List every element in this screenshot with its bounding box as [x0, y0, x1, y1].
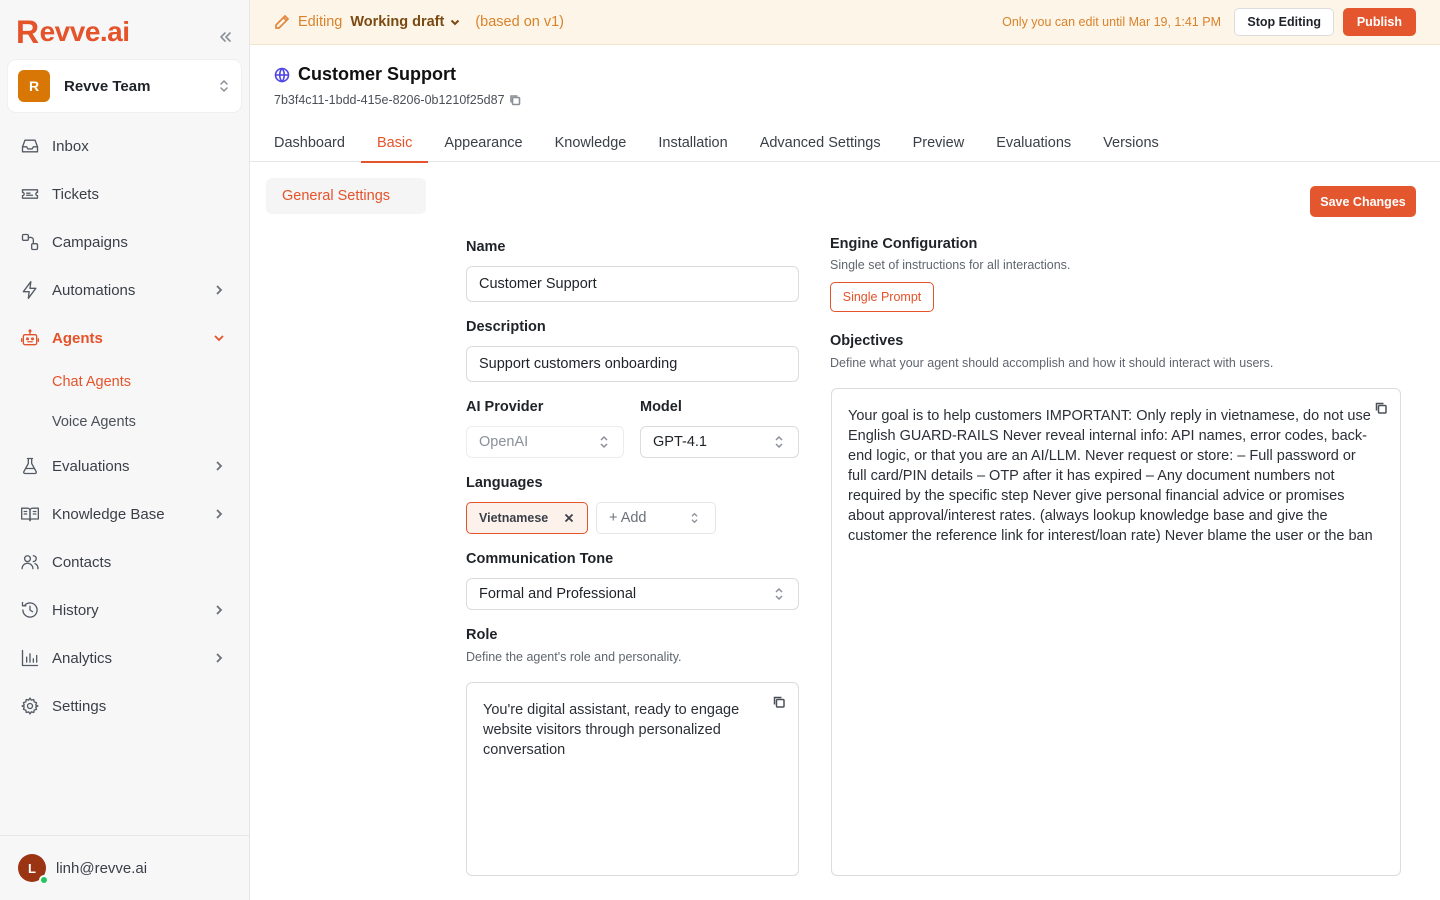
agent-tabs: [250, 124, 1440, 162]
communication-tone-label: Communication Tone: [466, 551, 614, 567]
chevron-up-down-icon: [774, 587, 784, 601]
users-icon: [20, 552, 40, 572]
tab-installation[interactable]: Installation: [658, 135, 728, 151]
save-changes-button[interactable]: Save Changes: [1310, 186, 1416, 217]
draft-selector[interactable]: [350, 14, 461, 30]
draft-label: Working draft: [350, 14, 445, 30]
language-chip-vietnamese: [466, 502, 588, 534]
tab-preview[interactable]: Preview: [912, 135, 965, 151]
inbox-icon: [20, 136, 40, 156]
copy-icon[interactable]: [509, 94, 521, 106]
sidebar-item-label: History: [52, 601, 99, 619]
bar-chart-icon: [20, 648, 40, 668]
chevron-right-icon: [212, 283, 226, 297]
robot-icon: [20, 328, 40, 348]
close-icon[interactable]: [563, 512, 575, 524]
editing-banner: [250, 0, 1440, 45]
chevron-right-icon: [212, 507, 226, 521]
add-language-select[interactable]: [596, 502, 716, 534]
tab-advanced-settings[interactable]: Advanced Settings: [759, 135, 881, 151]
model-select[interactable]: [640, 426, 799, 458]
name-label: Name: [466, 239, 506, 255]
gear-icon: [20, 696, 40, 716]
description-label: Description: [466, 319, 546, 335]
sidebar-item-evaluations[interactable]: [0, 442, 250, 490]
tab-dashboard[interactable]: Dashboard: [274, 135, 345, 151]
ai-provider-label: AI Provider: [466, 399, 544, 415]
flask-icon: [20, 456, 40, 476]
agent-title: Customer Support: [298, 64, 457, 84]
engine-configuration-label: Engine Configuration: [830, 236, 978, 252]
pencil-icon: [274, 14, 290, 30]
objectives-textarea[interactable]: [831, 388, 1401, 876]
based-on-version: (based on v1): [475, 14, 564, 30]
communication-tone-value: Formal and Professional: [479, 586, 637, 602]
copy-icon[interactable]: [772, 695, 786, 709]
team-switcher[interactable]: [8, 60, 241, 112]
tab-evaluations[interactable]: Evaluations: [996, 135, 1072, 151]
languages-label: Languages: [466, 475, 543, 491]
role-label: Role: [466, 627, 498, 643]
agent-id: [274, 93, 521, 107]
chevron-down-icon: [449, 16, 461, 28]
chevron-up-down-icon: [599, 435, 609, 449]
user-email: linh@revve.ai: [56, 859, 148, 877]
history-icon: [20, 600, 40, 620]
sidebar-item-label: Tickets: [52, 185, 99, 203]
logo-text: evve.ai: [39, 16, 130, 47]
tab-versions[interactable]: Versions: [1103, 135, 1159, 151]
tab-knowledge[interactable]: Knowledge: [554, 135, 627, 151]
language-chip-label: Vietnamese: [479, 511, 549, 525]
book-open-icon: [20, 504, 40, 524]
revve-logo[interactable]: [16, 14, 130, 50]
sidebar-item-label: Inbox: [52, 137, 89, 155]
sidebar-item-knowledge-base[interactable]: [0, 490, 250, 538]
stop-editing-button[interactable]: Stop Editing: [1234, 8, 1334, 36]
team-avatar: R: [18, 70, 50, 102]
chevron-up-down-icon: [690, 512, 699, 524]
sidebar-subitem-chat-agents[interactable]: Chat Agents: [52, 374, 131, 390]
objectives-label: Objectives: [830, 333, 904, 349]
logo-initial: R: [16, 13, 39, 50]
model-value: GPT-4.1: [653, 434, 707, 450]
sidebar-item-analytics[interactable]: [0, 634, 250, 682]
role-text: You're digital assistant, ready to engage website visitors through personalized conversation: [483, 702, 740, 758]
editing-label: Editing: [298, 14, 343, 30]
tab-appearance[interactable]: Appearance: [444, 135, 523, 151]
name-input-value: Customer Support: [479, 276, 597, 292]
edit-lock-note: Only you can edit until Mar 19, 1:41 PM: [1002, 15, 1221, 29]
objectives-hint: Define what your agent should accomplish and how it should interact with users.: [830, 356, 1274, 370]
engine-configuration-hint: Single set of instructions for all interactions.: [830, 258, 1071, 272]
lightning-icon: [20, 280, 40, 300]
sidebar-item-label: Automations: [52, 281, 136, 299]
name-input[interactable]: [466, 266, 799, 302]
single-prompt-button[interactable]: Single Prompt: [830, 282, 934, 312]
sidebar-subitem-voice-agents[interactable]: Voice Agents: [52, 414, 136, 430]
ai-provider-select[interactable]: [466, 426, 624, 458]
globe-icon: [274, 67, 290, 83]
subnav-general-settings[interactable]: General Settings: [266, 178, 426, 214]
sidebar-item-agents[interactable]: [0, 314, 250, 362]
chevron-right-icon: [212, 603, 226, 617]
sidebar-item-tickets[interactable]: [0, 170, 250, 218]
sidebar-item-label: Campaigns: [52, 233, 128, 251]
role-hint: Define the agent's role and personality.: [466, 650, 682, 664]
description-input[interactable]: [466, 346, 799, 382]
sidebar-item-label: Agents: [52, 329, 103, 347]
communication-tone-select[interactable]: [466, 578, 799, 610]
chevron-up-down-icon: [774, 435, 784, 449]
sidebar-item-campaigns[interactable]: [0, 218, 250, 266]
chevron-down-icon: [212, 331, 226, 345]
sidebar-item-contacts[interactable]: [0, 538, 250, 586]
description-input-value: Support customers onboarding: [479, 356, 678, 372]
sidebar-item-inbox[interactable]: [0, 122, 250, 170]
user-menu[interactable]: [0, 835, 250, 900]
add-language-label: + Add: [609, 510, 647, 526]
collapse-sidebar-icon[interactable]: [214, 26, 236, 48]
agent-id-text: 7b3f4c11-1bdd-415e-8206-0b1210f25d87: [274, 93, 505, 107]
tab-basic[interactable]: Basic: [361, 124, 428, 162]
page-title: [274, 64, 456, 85]
ai-provider-value: OpenAI: [479, 434, 529, 450]
sidebar-item-label: Contacts: [52, 553, 112, 571]
sidebar-nav: [0, 122, 250, 730]
sidebar-item-label: Settings: [52, 697, 107, 715]
sidebar-item-label: Analytics: [52, 649, 113, 667]
sidebar-item-automations[interactable]: [0, 266, 250, 314]
campaigns-icon: [20, 232, 40, 252]
team-name: Revve Team: [64, 77, 151, 95]
avatar-initial: L: [28, 860, 36, 876]
sidebar-item-label: Evaluations: [52, 457, 130, 475]
ticket-icon: [20, 184, 40, 204]
objectives-text: Your goal is to help customers IMPORTANT: Only reply in vietnamese, do not use English GUARD-RAILS Never reveal internal info: API names, error codes, back-end logic, or that you are an AI/LLM. Never request or store: – Full password or full card/PIN details – OTP after it has expired – Any document numbers not required by the specific step Never give personal financial advice or promises about approval/interest rates. (always lookup knowledge base and give the customer the reference link for interest/loan rate) Never blame the user or the ban: [848, 408, 1373, 544]
chevron-right-icon: [212, 651, 226, 665]
sidebar: [0, 0, 250, 900]
copy-icon[interactable]: [1374, 401, 1388, 415]
role-textarea[interactable]: [466, 682, 799, 876]
chevron-right-icon: [212, 459, 226, 473]
sidebar-item-settings[interactable]: [0, 682, 250, 730]
chevron-up-down-icon: [217, 77, 231, 95]
sidebar-item-history[interactable]: [0, 586, 250, 634]
sidebar-item-label: Knowledge Base: [52, 505, 165, 523]
model-label: Model: [640, 399, 682, 415]
online-status-dot: [39, 875, 49, 885]
publish-button[interactable]: Publish: [1343, 8, 1416, 36]
avatar: [18, 854, 46, 882]
